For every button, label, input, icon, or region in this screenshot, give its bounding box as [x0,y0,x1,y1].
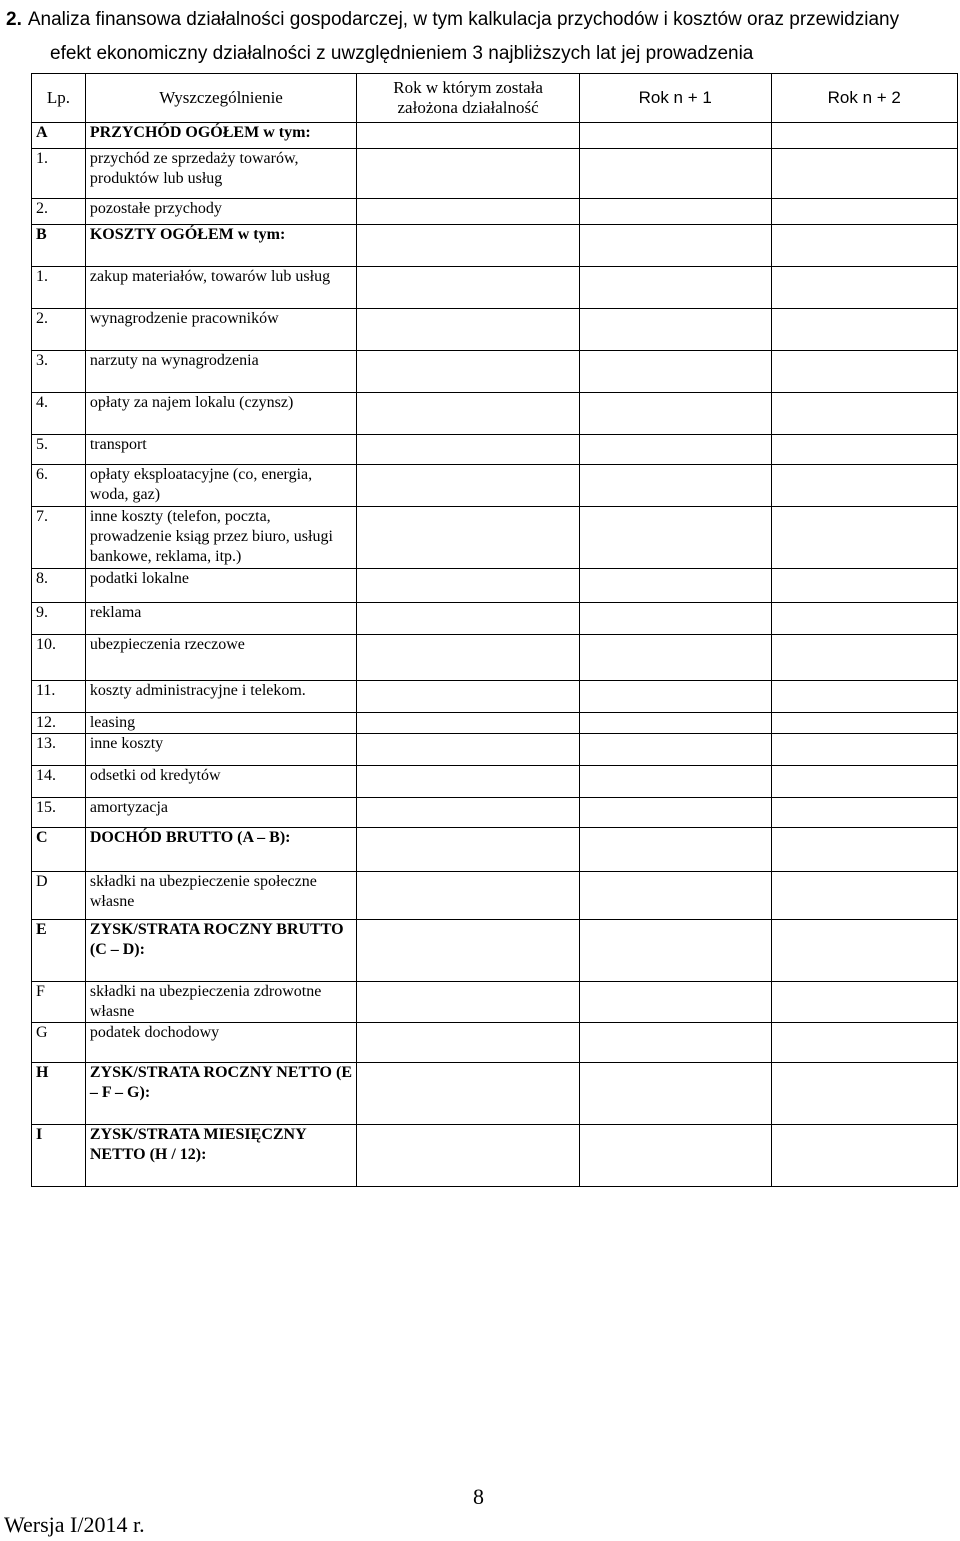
value-cell-year-1[interactable] [579,351,771,393]
section-heading-line2: efekt ekonomiczny działalności z uwzględnieniem 3 najbliższych lat jej prowadzenia [50,43,754,64]
value-cell-year-1[interactable] [579,123,771,149]
row-lp: 7. [32,507,86,569]
value-cell-year-1[interactable] [579,1125,771,1187]
value-cell-year-1[interactable] [579,267,771,309]
value-cell-year-2[interactable] [771,123,957,149]
row-description: przychód ze sprzedaży towarów, produktów lub usług [85,149,356,199]
value-cell-year-1[interactable] [579,828,771,872]
value-cell-year-1[interactable] [579,149,771,199]
row-description: składki na ubezpieczenia zdrowotne własne [85,982,356,1023]
row-description: wynagrodzenie pracowników [85,309,356,351]
row-description: odsetki od kredytów [85,766,356,798]
value-cell-year-0[interactable] [357,828,580,872]
row-description: inne koszty (telefon, poczta, prowadzenie ksiąg przez biuro, usługi bankowe, reklama, itp.) [85,507,356,569]
table-row [32,393,958,435]
value-cell-year-1[interactable] [579,681,771,713]
value-cell-year-0[interactable] [357,681,580,713]
table-row [32,435,958,465]
value-cell-year-1[interactable] [579,1063,771,1125]
value-cell-year-2[interactable] [771,1125,957,1187]
value-cell-year-1[interactable] [579,603,771,635]
value-cell-year-0[interactable] [357,123,580,149]
value-cell-year-0[interactable] [357,199,580,225]
value-cell-year-0[interactable] [357,920,580,982]
value-cell-year-0[interactable] [357,713,580,734]
value-cell-year-0[interactable] [357,798,580,828]
value-cell-year-1[interactable] [579,713,771,734]
row-description: amortyzacja [85,798,356,828]
table-row [32,766,958,798]
value-cell-year-0[interactable] [357,734,580,766]
value-cell-year-2[interactable] [771,872,957,920]
header-lp: Lp. [32,74,86,123]
value-cell-year-0[interactable] [357,1023,580,1063]
table-row [32,798,958,828]
value-cell-year-2[interactable] [771,766,957,798]
row-lp: 13. [32,734,86,766]
row-description: reklama [85,603,356,635]
value-cell-year-1[interactable] [579,465,771,507]
row-description: podatek dochodowy [85,1023,356,1063]
value-cell-year-2[interactable] [771,681,957,713]
row-description: pozostałe przychody [85,199,356,225]
value-cell-year-0[interactable] [357,225,580,267]
row-lp: 5. [32,435,86,465]
value-cell-year-1[interactable] [579,982,771,1023]
value-cell-year-2[interactable] [771,507,957,569]
row-lp: 14. [32,766,86,798]
value-cell-year-0[interactable] [357,465,580,507]
row-lp: 2. [32,199,86,225]
header-year-n1: Rok n + 1 [579,74,771,123]
row-description: ZYSK/STRATA MIESIĘCZNY NETTO (H / 12): [85,1125,356,1187]
value-cell-year-1[interactable] [579,393,771,435]
value-cell-year-1[interactable] [579,435,771,465]
value-cell-year-1[interactable] [579,872,771,920]
header-year-n2: Rok n + 2 [771,74,957,123]
value-cell-year-0[interactable] [357,309,580,351]
row-lp: 10. [32,635,86,681]
row-description: podatki lokalne [85,569,356,603]
value-cell-year-2[interactable] [771,1063,957,1125]
row-description: zakup materiałów, towarów lub usług [85,267,356,309]
table-row [32,1023,958,1063]
row-description: leasing [85,713,356,734]
row-lp: D [32,872,86,920]
row-lp: 4. [32,393,86,435]
value-cell-year-1[interactable] [579,734,771,766]
value-cell-year-1[interactable] [579,798,771,828]
table-body [32,123,958,1187]
table-header-row [32,74,958,123]
row-lp: E [32,920,86,982]
value-cell-year-0[interactable] [357,569,580,603]
value-cell-year-2[interactable] [771,603,957,635]
table-row [32,1125,958,1187]
table-row [32,872,958,920]
value-cell-year-0[interactable] [357,982,580,1023]
row-description: koszty administracyjne i telekom. [85,681,356,713]
row-lp: 6. [32,465,86,507]
row-description: narzuty na wynagrodzenia [85,351,356,393]
value-cell-year-0[interactable] [357,351,580,393]
row-description: składki na ubezpieczenie społeczne własne [85,872,356,920]
section-heading [6,3,956,71]
row-description: ZYSK/STRATA ROCZNY BRUTTO (C – D): [85,920,356,982]
row-lp: 11. [32,681,86,713]
table-row [32,351,958,393]
row-lp: I [32,1125,86,1187]
value-cell-year-2[interactable] [771,465,957,507]
row-lp: H [32,1063,86,1125]
table-row [32,149,958,199]
table-row [32,982,958,1023]
value-cell-year-1[interactable] [579,225,771,267]
row-lp: 8. [32,569,86,603]
value-cell-year-2[interactable] [771,569,957,603]
table-row [32,569,958,603]
row-description: transport [85,435,356,465]
value-cell-year-0[interactable] [357,872,580,920]
row-lp: 1. [32,149,86,199]
value-cell-year-1[interactable] [579,199,771,225]
table-row [32,1063,958,1125]
table-row [32,225,958,267]
row-description: opłaty za najem lokalu (czynsz) [85,393,356,435]
value-cell-year-1[interactable] [579,507,771,569]
document-version: Wersja I/2014 r. [4,1512,145,1537]
row-description: opłaty eksploatacyjne (co, energia, woda, gaz) [85,465,356,507]
value-cell-year-0[interactable] [357,149,580,199]
value-cell-year-0[interactable] [357,393,580,435]
row-lp: B [32,225,86,267]
value-cell-year-0[interactable] [357,507,580,569]
value-cell-year-1[interactable] [579,920,771,982]
row-lp: 15. [32,798,86,828]
value-cell-year-2[interactable] [771,393,957,435]
value-cell-year-2[interactable] [771,267,957,309]
table-row [32,309,958,351]
table-row [32,507,958,569]
section-number: 2. [6,9,22,30]
row-lp: A [32,123,86,149]
value-cell-year-2[interactable] [771,1023,957,1063]
table-row [32,635,958,681]
value-cell-year-0[interactable] [357,766,580,798]
value-cell-year-1[interactable] [579,1023,771,1063]
financial-analysis-table [31,73,958,1187]
value-cell-year-2[interactable] [771,351,957,393]
value-cell-year-1[interactable] [579,766,771,798]
value-cell-year-0[interactable] [357,1063,580,1125]
row-lp: G [32,1023,86,1063]
value-cell-year-1[interactable] [579,569,771,603]
header-year-founded: Rok w którym została założona działalność [357,74,580,123]
value-cell-year-2[interactable] [771,149,957,199]
table-row [32,603,958,635]
value-cell-year-2[interactable] [771,828,957,872]
row-description: KOSZTY OGÓŁEM w tym: [85,225,356,267]
value-cell-year-2[interactable] [771,713,957,734]
row-lp: 3. [32,351,86,393]
value-cell-year-2[interactable] [771,982,957,1023]
value-cell-year-2[interactable] [771,920,957,982]
value-cell-year-0[interactable] [357,635,580,681]
table-row [32,465,958,507]
row-lp: 2. [32,309,86,351]
row-lp: C [32,828,86,872]
value-cell-year-0[interactable] [357,267,580,309]
table-row [32,734,958,766]
section-heading-line1: Analiza finansowa działalności gospodarczej, w tym kalkulacja przychodów i kosztów oraz przewidziany [27,9,900,30]
value-cell-year-2[interactable] [771,635,957,681]
value-cell-year-2[interactable] [771,309,957,351]
table-row [32,123,958,149]
row-lp: 1. [32,267,86,309]
row-description: DOCHÓD BRUTTO (A – B): [85,828,356,872]
table-row [32,920,958,982]
value-cell-year-0[interactable] [357,603,580,635]
value-cell-year-0[interactable] [357,1125,580,1187]
value-cell-year-2[interactable] [771,225,957,267]
row-description: ubezpieczenia rzeczowe [85,635,356,681]
value-cell-year-2[interactable] [771,798,957,828]
row-description: PRZYCHÓD OGÓŁEM w tym: [85,123,356,149]
row-lp: 12. [32,713,86,734]
value-cell-year-2[interactable] [771,435,957,465]
value-cell-year-1[interactable] [579,635,771,681]
table-row [32,828,958,872]
page-number: 8 [473,1484,484,1509]
table-row [32,267,958,309]
table-row [32,713,958,734]
table-row [32,199,958,225]
value-cell-year-0[interactable] [357,435,580,465]
row-lp: 9. [32,603,86,635]
value-cell-year-2[interactable] [771,734,957,766]
row-lp: F [32,982,86,1023]
header-description: Wyszczególnienie [85,74,356,123]
row-description: ZYSK/STRATA ROCZNY NETTO (E – F – G): [85,1063,356,1125]
table-row [32,681,958,713]
value-cell-year-1[interactable] [579,309,771,351]
value-cell-year-2[interactable] [771,199,957,225]
row-description: inne koszty [85,734,356,766]
